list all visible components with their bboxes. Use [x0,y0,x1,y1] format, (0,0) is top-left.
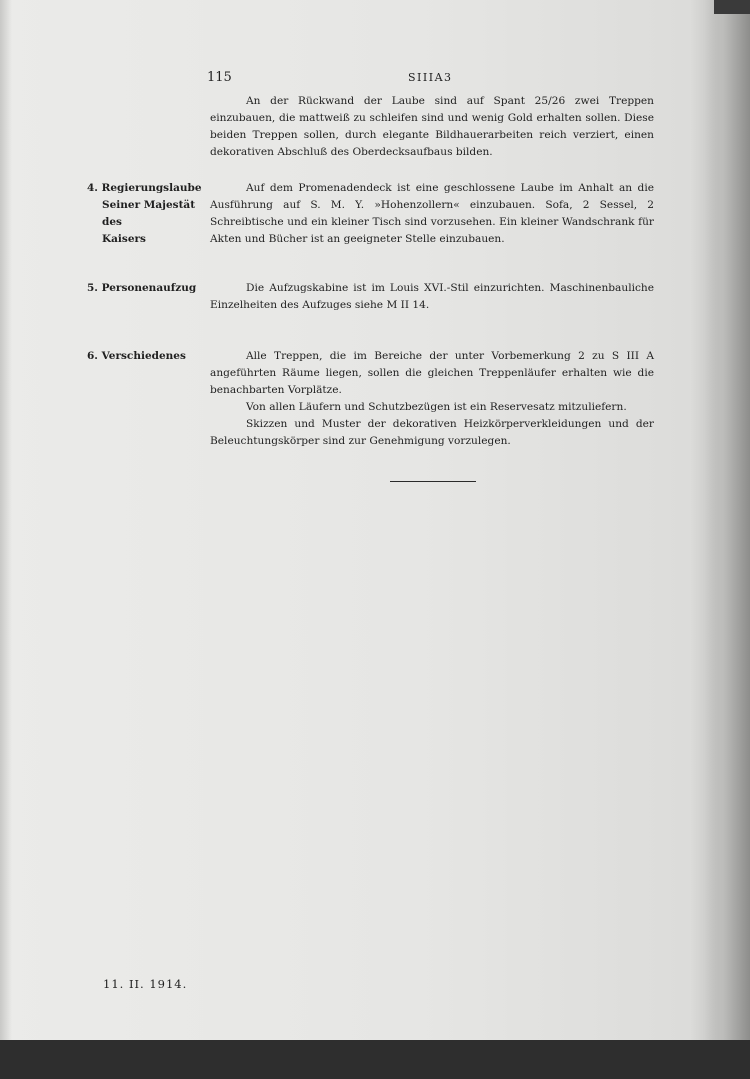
intro-block [210,93,654,161]
running-head: SIIIA3 [408,71,453,84]
section-4-body [210,180,654,248]
section-4-label-line-3: Kaisers [102,233,146,245]
section-4-label-line-1: 4. Regierungslaube [87,182,202,194]
section-5-body [210,280,654,314]
top-corner-shadow [714,0,750,14]
section-4-paragraph-1: Auf dem Promenadendeck ist eine geschlossene Laube im Anhalt an die Ausführung auf S. M. Y. »Hohenzollern« einzubauen. Sofa, 2 Sessel, 2 Schreibtische und ein kleiner Tisch sind vorzusehen. Ein kleiner Wandschrank für Akten und Bücher ist an geeigneter Stelle einzubauen. [210,182,654,245]
right-page-edge [705,0,750,1040]
end-rule [390,481,476,482]
page-number: 115 [207,70,232,85]
section-6-label-line-1: 6. Verschiedenes [87,350,186,362]
left-gutter-shadow [0,0,12,1040]
intro-paragraph: An der Rückwand der Laube sind auf Spant 25/26 zwei Treppen einzubauen, die mattweiß zu schleifen sind und wenig Gold erhalten sollen. Diese beiden Treppen sollen, durch elegante Bildhauerarbeiten reich verziert, einen dekorativen Abschluß des Oberdecksaufbaus bilden. [210,95,654,158]
section-6-body [210,348,654,450]
section-5-paragraph-1: Die Aufzugskabine ist im Louis XVI.-Stil einzurichten. Maschinenbauliche Einzelheiten des Aufzuges siehe M II 14. [210,282,654,311]
section-5-label [87,280,207,297]
section-6-paragraph-2: Von allen Läufern und Schutzbezügen ist ein Reservesatz mitzuliefern. [246,401,627,413]
footer-date: 11. II. 1914. [103,977,188,991]
section-4-label-line-2: Seiner Majestät des [102,199,196,228]
section-6-paragraph-1: Alle Treppen, die im Bereiche der unter Vorbemerkung 2 zu S III A angeführten Räume liegen, sollen die gleichen Treppenläufer erhalten wie die benachbarten Vorplätze. [210,350,654,396]
scanner-bottom-border [0,1040,750,1079]
section-5-label-line-1: 5. Personenaufzug [87,282,197,294]
section-6-label [87,348,207,365]
section-4-label [87,180,207,248]
section-6-paragraph-3: Skizzen und Muster der dekorativen Heizkörperverkleidungen und der Beleuchtungskörper sind zur Genehmigung vorzulegen. [210,418,654,447]
